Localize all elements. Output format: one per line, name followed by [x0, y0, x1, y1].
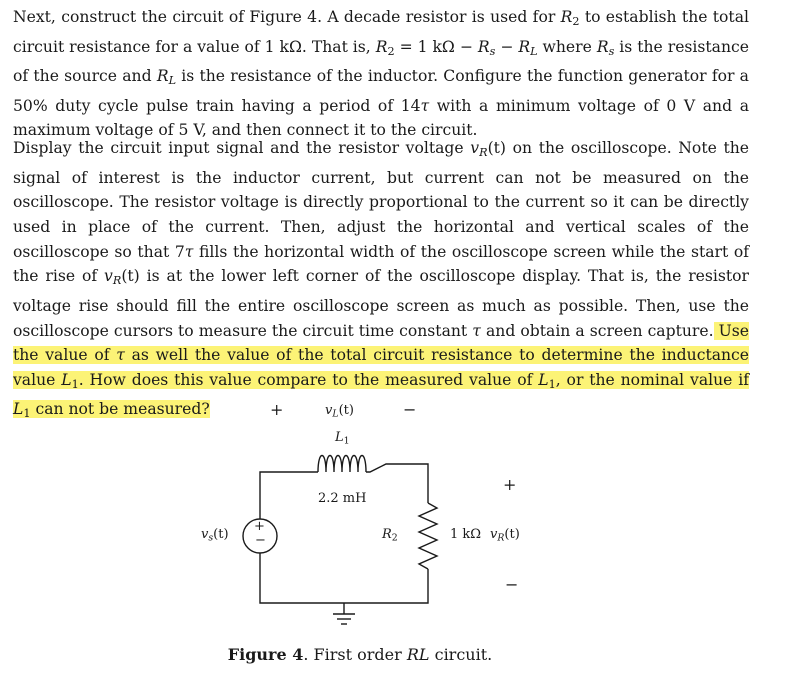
- circuit-schematic: [0, 395, 787, 645]
- l1-label: L1: [335, 430, 350, 447]
- vl-minus-sign: −: [403, 400, 417, 419]
- wire-top-right: [366, 464, 428, 503]
- paragraph-instructions-1: Next, construct the circuit of Figure 4. A decade resistor is used for $R_2$ to establish the total circuit resistance for a value of 1 kΩ. That is, $R_2 = 1$ kΩ − Rs − RL where Rs is the resistance of the source and RL is the resistance of the inductor. Configure the function generator for a 50% duty cycle pulse train having a period of 14τ with a minimum voltage of 0 V and a maximum voltage of 5 V, and then connect it to the circuit.: [13, 8, 749, 140]
- r2-label: R2: [382, 527, 398, 544]
- inductor-coil: [318, 456, 366, 473]
- vl-label: vL(t): [325, 403, 354, 420]
- vr-plus-sign: +: [503, 475, 517, 494]
- highlighted-question: Use the value of τ as well the value of the total circuit resistance to determine the inductance value $L_1$. How does this value compare to the measured value of $L_1$, or the nominal value if $L_1$ can not be measured?: [13, 321, 750, 421]
- source-plus: +: [254, 519, 265, 534]
- resistor-zigzag: [419, 503, 437, 569]
- figure-caption: Figure 4. First order RL circuit.: [227, 645, 493, 664]
- rl-circuit-figure: [0, 395, 787, 645]
- wire-right-bottom: [260, 553, 428, 603]
- vr-label: vR(t): [490, 527, 520, 544]
- vl-plus-sign: +: [270, 400, 284, 419]
- r2-value: 1 kΩ: [450, 527, 482, 542]
- vs-label: vs(t): [201, 527, 229, 544]
- wire-top-left: [260, 472, 318, 519]
- paragraph-instructions-2: Display the circuit input signal and the resistor voltage vR(t) on the oscilloscope. Note the signal of interest is the inductor current, but current can not be measured on the oscilloscope. The resistor voltage is directly proportional to the current so it can be directly used in place of the current. Then, adjust the horizontal and vertical scales of the oscilloscope so that 7τ fills the horizontal width of the oscilloscope screen while the start of the rise of vR(t) is at the lower left corner of the oscilloscope display. That is, the resistor voltage rise should fill the entire oscilloscope screen as much as possible. Then, use the oscilloscope cursors to measure the circuit time constant τ and obtain a screen capture. Use the value of τ as well the value of the total circuit resistance to determine the inductance value $L_1$. How does this value compare to the measured value of $L_1$, or the nominal value if $L_1$ can not be measured?: [13, 139, 750, 421]
- source-minus: −: [255, 533, 266, 548]
- l1-value: 2.2 mH: [318, 491, 367, 506]
- vr-minus-sign: −: [505, 575, 519, 594]
